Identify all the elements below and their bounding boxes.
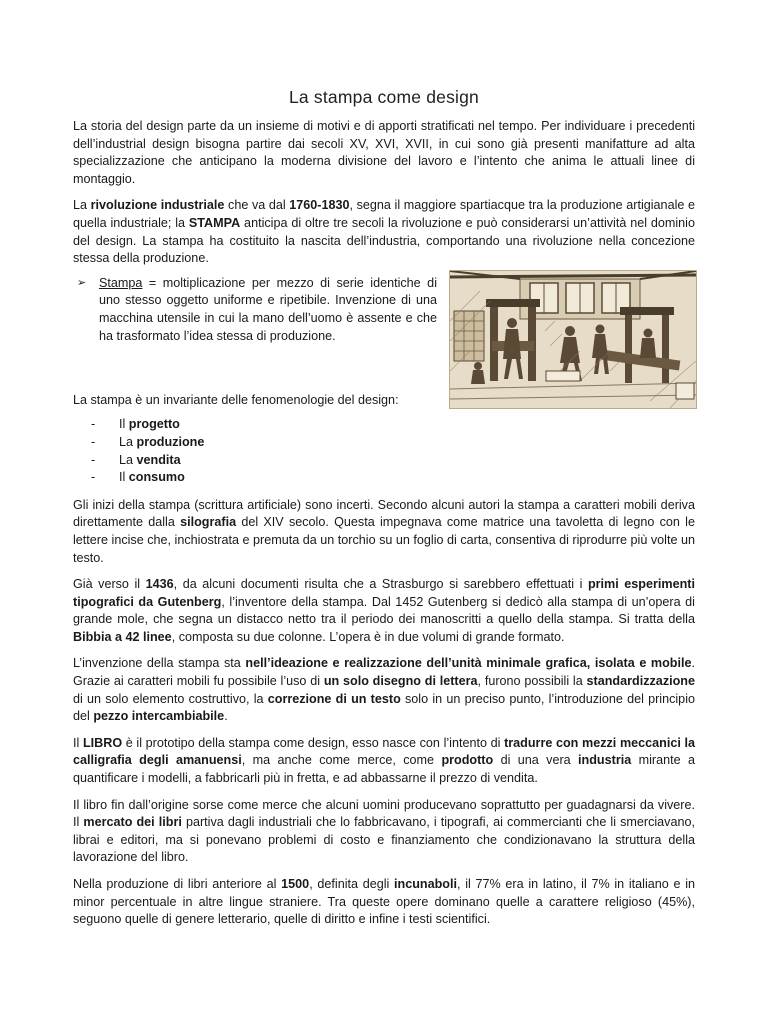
paragraph-industrial-revolution: La rivoluzione industriale che va dal 1760-1830, segna il maggiore spartiacque tra la produzione artigianale e quella industriale; la STAMPA anticipa di oltre tre secoli la rivoluzione e può considerarsi un’attività nel dominio del design. La stampa ha costituito la nascita dell’industria, comportando una rivoluzione nella concezione stessa della produzione.	[73, 198, 695, 266]
arrow-bullet-icon: ➢	[77, 276, 87, 289]
bullet-list	[73, 416, 695, 486]
list-item: - La produzione	[91, 434, 205, 449]
bold-term: STAMPA	[188, 215, 241, 230]
paragraph-silografia: Gli inizi della stampa (scrittura artificiale) sono incerti. Secondo alcuni autori la stampa a caratteri mobili deriva direttamente dalla silografia del XIV secolo. Questa impegnava come matrice una tavoletta di legno con le lettere incise che, inchiostrata e premuta da un torchio su un foglio di carta, consentiva di riprodurre più volte un testo.	[73, 497, 695, 565]
page-title: La stampa come design	[288, 87, 479, 107]
paragraph-libro: Il LIBRO è il prototipo della stampa come design, esso nasce con l’intento di tradurre con mezzi meccanici la calligrafia degli amanuensi, ma anche come merce, come prodotto di una vera industria mirante a quantificare i modelli, a fabbricarli più in fretta, e ad abbassarne il prezzo di vendita.	[73, 735, 695, 786]
printing-workshop-engraving	[449, 270, 697, 409]
paragraph-invariant: La stampa è un invariante delle fenomenologie del design:	[73, 392, 399, 407]
engraving-illustration	[450, 271, 696, 408]
bullet-with-image	[73, 275, 695, 383]
underlined-term: Stampa	[99, 275, 143, 290]
bold-term: 1760-1830	[289, 198, 350, 213]
paragraph-intro: La storia del design parte da un insieme di motivi e di apporti stratificati nel tempo. Per individuare i precedenti dell’industrial design bisogna partire dai secoli XV, XVI, XVII, in cui sono già presenti manifatture ad alta specializzazione che anticipano la moderna divisione del lavoro e l’intento che anima le attuali linee di montaggio.	[73, 119, 695, 186]
paragraph-invention: L’invenzione della stampa sta nell’ideazione e realizzazione dell’unità minimale grafica, isolata e mobile. Grazie ai caratteri mobili fu possibile l’uso di un solo disegno di lettera, furono possibili la standardizzazione di un solo elemento costruttivo, la correzione di un testo solo in un preciso punto, l’introduzione del principio del pezzo intercambiabile.	[73, 656, 695, 724]
bullet-item-stampa: ➢ Stampa = moltiplicazione per mezzo di serie identiche di uno stesso oggetto uniforme e ripetibile. Invenzione di una macchina utensile in cui la mano dell’uomo è assente e che ha trasformato l’idea stessa di produzione.	[77, 275, 437, 343]
list-item: - Il consumo	[91, 470, 185, 485]
paragraph-mercato: Il libro fin dall’origine sorse come merce che alcuni uomini producevano soprattutto per guadagnarsi da vivere. Il mercato dei libri partiva dagli industriali che lo fabbricavano, i tipografi, ai commercianti che li smerciavano, librai e editori, ma si ponevano problemi di costo e finanziamento che condizionavano la struttura della lavorazione del libro.	[73, 797, 695, 865]
bold-term: rivoluzione industriale	[90, 198, 225, 213]
paragraph-incunaboli: Nella produzione di libri anteriore al 1500, definita degli incunaboli, il 77% era in latino, il 7% in italiano e in minor percentuale in altre lingue straniere. Tra queste opere dominano quelle a carattere religioso (45%), seguono quelle di genere letterario, quelle di diritto e infine i testi scientifici.	[73, 877, 695, 927]
list-item: - Il progetto	[91, 417, 180, 432]
paragraph-gutenberg: Già verso il 1436, da alcuni documenti risulta che a Strasburgo si sarebbero effettuati i primi esperimenti tipografici da Gutenberg, l’inventore della stampa. Dal 1452 Gutenberg si dedicò alla stampa di un’opera di grande mole, che segna un distacco netto tra il periodo dei manoscritti a quello della stampa. Si tratta della Bibbia a 42 linee, composta su due colonne. L’opera è in due volumi di grande formato.	[73, 577, 695, 644]
list-item: - La vendita	[91, 452, 181, 467]
